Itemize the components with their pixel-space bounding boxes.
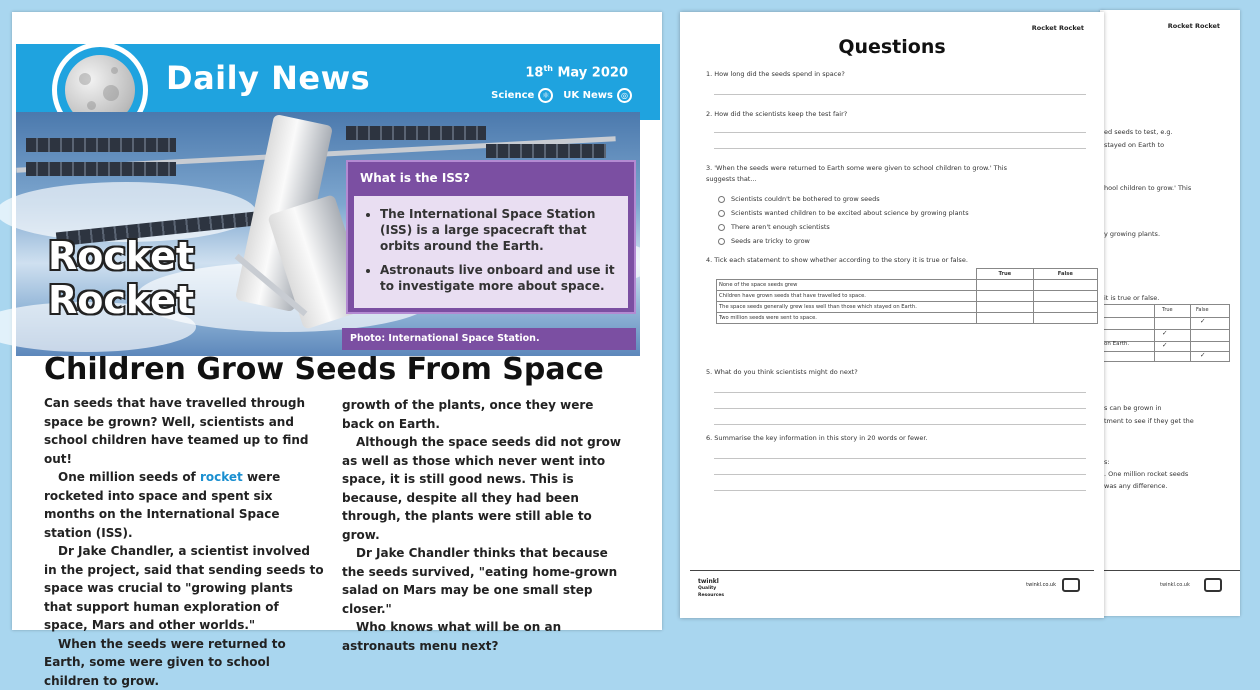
paragraph: growth of the plants, once they were back on Earth. xyxy=(342,396,624,433)
category-tags xyxy=(491,88,632,103)
paragraph: Dr Jake Chandler, a scientist involved in the project, said that sending seeds to space was crucial to "growing plants that support human exploration of space, Mars and other worlds." xyxy=(44,542,324,635)
tick-mark: ✓ xyxy=(1162,341,1167,349)
paragraph: Although the space seeds did not grow as well as those which never went into space, it is still good news. This is because, despite all they had been through, the plants were still able to grow. xyxy=(342,433,624,544)
article-column-2 xyxy=(342,396,624,655)
questions-worksheet xyxy=(680,12,1104,618)
radio-icon[interactable] xyxy=(718,224,725,231)
table-row: None of the space seeds grew xyxy=(717,280,1098,291)
globe-icon: ◎ xyxy=(617,88,632,103)
answer-line[interactable] xyxy=(714,392,1086,393)
col-true: True xyxy=(977,269,1034,280)
photo-caption: Photo: International Space Station. xyxy=(342,328,636,350)
answer-page xyxy=(1100,10,1240,616)
answer-fragment: ed seeds to test, e.g. xyxy=(1104,128,1173,136)
table-row: Two million seeds were sent to space. xyxy=(717,313,1098,324)
answer-line[interactable] xyxy=(714,490,1086,491)
fact-box xyxy=(346,160,636,314)
twinkl-logo: twinkl Quality Resources xyxy=(698,578,734,600)
atom-icon: ⚛ xyxy=(538,88,553,103)
radio-icon[interactable] xyxy=(718,210,725,217)
fact-item: • Astronauts live onboard and use it to investigate more about space. xyxy=(380,262,618,294)
option-3[interactable]: There aren't enough scientists xyxy=(718,223,830,231)
question-6: 6. Summarise the key information in this story in 20 words or fewer. xyxy=(706,434,927,442)
answer-fragment: was any difference. xyxy=(1104,482,1167,490)
rocket-link[interactable]: rocket xyxy=(200,470,243,484)
tick-mark: ✓ xyxy=(1200,351,1205,359)
radio-icon[interactable] xyxy=(718,196,725,203)
answer-fragment: y growing plants. xyxy=(1104,230,1160,238)
answer-col-false: False xyxy=(1196,307,1209,313)
table-row: The space seeds generally grew less well than those which stayed on Earth. xyxy=(717,302,1098,313)
answer-page-header: Rocket Rocket xyxy=(1168,22,1220,30)
answer-fragment: it is true or false. xyxy=(1104,294,1159,302)
answer-line[interactable] xyxy=(714,424,1086,425)
col-false: False xyxy=(1033,269,1097,280)
answer-line[interactable] xyxy=(714,94,1086,95)
answer-line[interactable] xyxy=(714,132,1086,133)
answer-fragment: . One million rocket seeds xyxy=(1104,470,1188,478)
answer-col-true: True xyxy=(1162,307,1173,313)
footer-site: twinkl.co.uk xyxy=(1160,582,1190,588)
question-4: 4. Tick each statement to show whether according to the story it is true or false. xyxy=(706,256,968,264)
answer-fragment: stayed on Earth to xyxy=(1104,141,1164,149)
worksheet-title: Questions xyxy=(680,36,1104,58)
question-2: 2. How did the scientists keep the test fair? xyxy=(706,110,847,118)
option-1[interactable]: Scientists couldn't be bothered to grow seeds xyxy=(718,195,880,203)
paragraph: One million seeds of rocket were rocketed into space and spent six months on the International Space station (ISS). xyxy=(44,468,324,542)
answer-fragment: s can be grown in xyxy=(1104,404,1161,412)
answer-fragment: on Earth. xyxy=(1104,341,1129,347)
paragraph: Who knows what will be on an astronauts menu next? xyxy=(342,618,624,655)
table-row: Children have grown seeds that have travelled to space. xyxy=(717,291,1098,302)
series-title: Rocket Rocket xyxy=(48,234,194,322)
true-false-table xyxy=(716,268,1098,324)
tick-mark: ✓ xyxy=(1200,317,1205,325)
answer-fragment: hool children to grow.' This xyxy=(1104,184,1191,192)
tag-uk-news: UK News ◎ xyxy=(563,88,632,103)
newspaper-page xyxy=(12,12,662,630)
question-3: 3. 'When the seeds were returned to Earth some were given to school children to grow.' This xyxy=(706,164,1007,172)
footer-site: twinkl.co.uk xyxy=(1026,582,1056,588)
twinkl-badge-icon xyxy=(1204,578,1222,592)
paragraph: Can seeds that have travelled through space be grown? Well, scientists and school children have teamed up to find out! xyxy=(44,394,324,468)
answer-line[interactable] xyxy=(714,408,1086,409)
question-3-cont: suggests that... xyxy=(706,175,757,183)
option-4[interactable]: Seeds are tricky to grow xyxy=(718,237,810,245)
fact-item: • The International Space Station (ISS) is a large spacecraft that orbits around the Earth. xyxy=(380,206,618,254)
question-5: 5. What do you think scientists might do next? xyxy=(706,368,858,376)
article-column-1 xyxy=(44,394,324,690)
issue-date: 18th May 2020 xyxy=(525,64,628,80)
answer-fragment: s: xyxy=(1104,458,1110,466)
option-2[interactable]: Scientists wanted children to be excited about science by growing plants xyxy=(718,209,969,217)
masthead-title: Daily News xyxy=(166,59,370,97)
answer-table xyxy=(1100,304,1230,362)
footer-brand xyxy=(1026,578,1080,592)
paragraph: When the seeds were returned to Earth, some were given to school children to grow. xyxy=(44,635,324,690)
twinkl-badge-icon xyxy=(1062,578,1080,592)
radio-icon[interactable] xyxy=(718,238,725,245)
question-1: 1. How long did the seeds spend in space? xyxy=(706,70,845,78)
article-headline: Children Grow Seeds From Space xyxy=(44,352,604,387)
iss-photo xyxy=(16,112,640,356)
tick-mark: ✓ xyxy=(1162,329,1167,337)
fact-box-heading: What is the ISS? xyxy=(348,162,634,194)
paragraph: Dr Jake Chandler thinks that because the seeds survived, "eating home-grown salad on Mars may be one small step closer." xyxy=(342,544,624,618)
answer-fragment: tment to see if they get the xyxy=(1104,417,1194,425)
answer-line[interactable] xyxy=(714,474,1086,475)
answer-line[interactable] xyxy=(714,458,1086,459)
worksheet-header: Rocket Rocket xyxy=(1032,24,1084,32)
answer-line[interactable] xyxy=(714,148,1086,149)
tag-science: Science ⚛ xyxy=(491,88,553,103)
